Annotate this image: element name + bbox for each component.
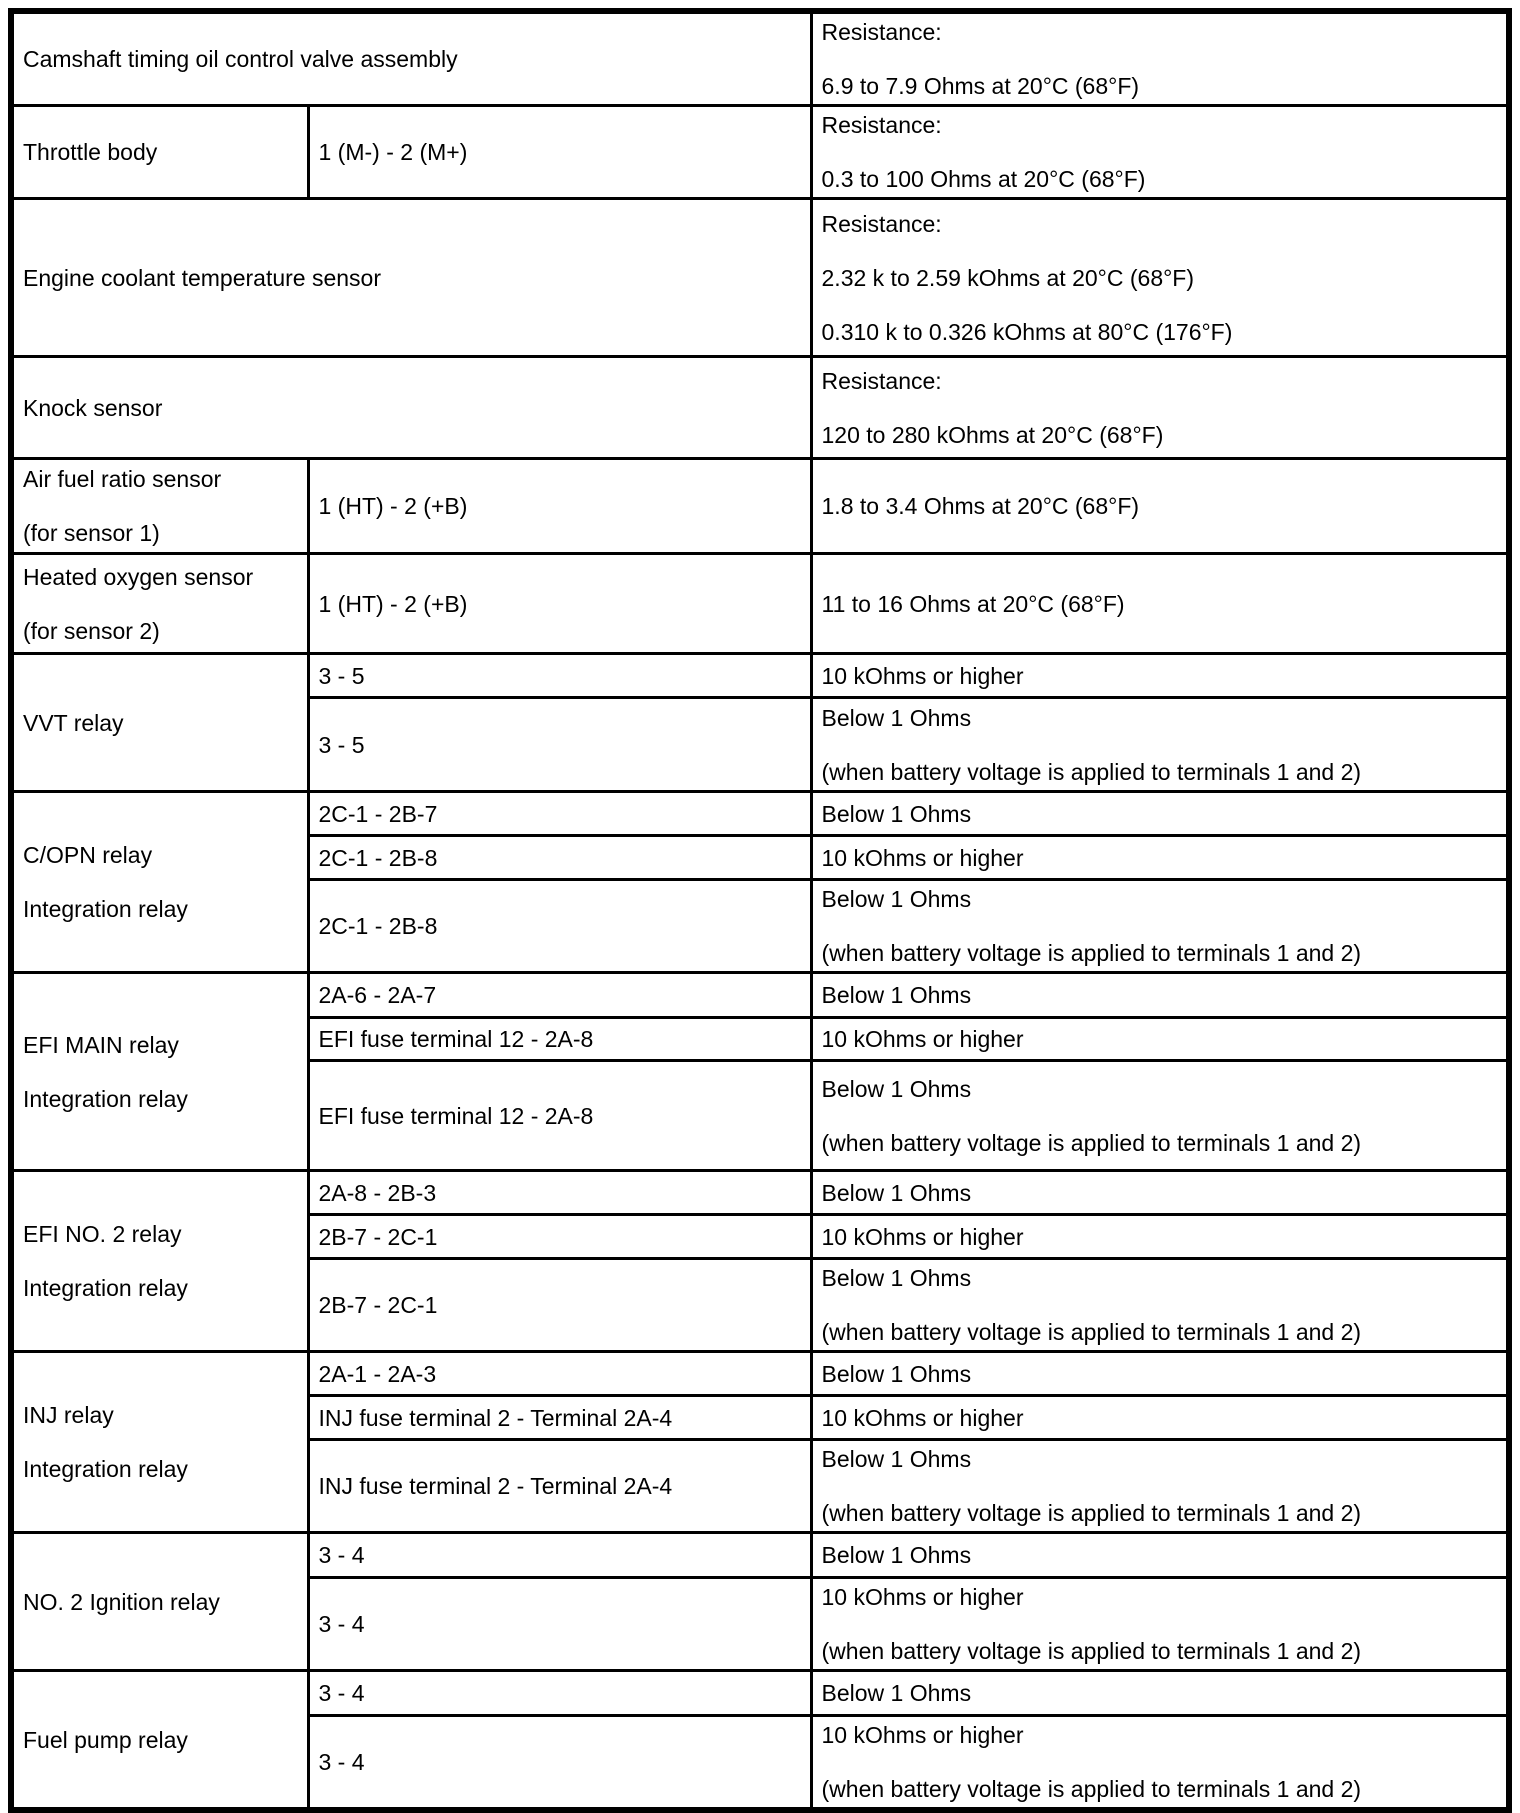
table-row xyxy=(11,199,1509,357)
device-label: Throttle body xyxy=(23,139,158,165)
table-row xyxy=(11,792,1509,836)
terminals-label: 3 - 4 xyxy=(318,1680,365,1706)
spec-cell xyxy=(811,973,1509,1018)
spec-cell xyxy=(811,1259,1509,1352)
terminals-cell xyxy=(308,836,811,880)
spec-line: 6.9 to 7.9 Ohms at 20°C (68°F) xyxy=(821,73,1140,99)
device-sublabel: (for sensor 2) xyxy=(23,617,160,644)
terminals-label: 1 (HT) - 2 (+B) xyxy=(318,493,468,519)
terminals-label: 2B-7 - 2C-1 xyxy=(318,1292,438,1318)
terminals-label: 1 (M-) - 2 (M+) xyxy=(318,139,468,165)
spec-line: Below 1 Ohms xyxy=(821,1542,972,1568)
table-row xyxy=(11,554,1509,654)
device-cell-vvt-relay xyxy=(11,654,308,792)
table-row xyxy=(11,654,1509,698)
spec-cell xyxy=(811,1716,1509,1811)
terminals-cell xyxy=(308,1061,811,1171)
spec-line: Resistance: xyxy=(821,210,942,237)
terminals-cell xyxy=(308,1352,811,1396)
spec-line: Resistance: xyxy=(821,19,942,45)
spec-cell xyxy=(811,1396,1509,1440)
spec-line: Below 1 Ohms xyxy=(821,982,972,1008)
spec-line: 120 to 280 kOhms at 20°C (68°F) xyxy=(821,421,1164,448)
spec-line: Resistance: xyxy=(821,112,942,138)
device-label: EFI NO. 2 relay xyxy=(23,1221,182,1247)
spec-line: (when battery voltage is applied to terminals 1 and 2) xyxy=(821,1638,1362,1664)
table-row xyxy=(11,106,1509,199)
terminals-cell xyxy=(308,792,811,836)
spec-cell xyxy=(811,554,1509,654)
spec-line: 2.32 k to 2.59 kOhms at 20°C (68°F) xyxy=(821,264,1195,291)
terminals-label: INJ fuse terminal 2 - Terminal 2A-4 xyxy=(318,1473,673,1499)
table-row xyxy=(11,1533,1509,1578)
spec-cell xyxy=(811,880,1509,973)
table-row xyxy=(11,1171,1509,1215)
device-cell-no2-ignition-relay xyxy=(11,1533,308,1671)
device-label: Air fuel ratio sensor xyxy=(23,466,222,492)
spec-line: (when battery voltage is applied to terminals 1 and 2) xyxy=(821,1129,1362,1156)
device-label: C/OPN relay xyxy=(23,842,153,868)
spec-line: 11 to 16 Ohms at 20°C (68°F) xyxy=(821,590,1125,617)
spec-line: 10 kOhms or higher xyxy=(821,1026,1024,1052)
spec-cell xyxy=(811,1018,1509,1061)
spec-line: 10 kOhms or higher xyxy=(821,1223,1024,1250)
spec-line: 0.310 k to 0.326 kOhms at 80°C (176°F) xyxy=(821,318,1233,345)
device-label: NO. 2 Ignition relay xyxy=(23,1588,220,1615)
terminals-cell xyxy=(308,1259,811,1352)
spec-line: 1.8 to 3.4 Ohms at 20°C (68°F) xyxy=(821,493,1140,519)
terminals-label: 3 - 5 xyxy=(318,731,365,758)
spec-line: Below 1 Ohms xyxy=(821,1360,972,1387)
spec-document xyxy=(8,8,1512,1813)
device-sublabel: (for sensor 1) xyxy=(23,520,160,546)
device-sublabel: Integration relay xyxy=(23,1085,188,1112)
spec-line: (when battery voltage is applied to terminals 1 and 2) xyxy=(821,1776,1362,1802)
device-label: Knock sensor xyxy=(23,394,163,421)
terminals-label: 3 - 5 xyxy=(318,662,365,689)
terminals-cell xyxy=(308,459,811,554)
spec-line: Below 1 Ohms xyxy=(821,886,972,912)
spec-cell xyxy=(811,1578,1509,1671)
device-label: VVT relay xyxy=(23,709,124,736)
terminals-label: 2A-6 - 2A-7 xyxy=(318,982,437,1008)
terminals-cell xyxy=(308,106,811,199)
spec-line: (when battery voltage is applied to terminals 1 and 2) xyxy=(821,758,1362,785)
terminals-cell xyxy=(308,1578,811,1671)
terminals-label: 3 - 4 xyxy=(318,1611,365,1637)
table-row xyxy=(11,459,1509,554)
terminals-cell xyxy=(308,554,811,654)
spec-line: Below 1 Ohms xyxy=(821,800,972,827)
device-label: EFI MAIN relay xyxy=(23,1031,179,1058)
spec-line: Below 1 Ohms xyxy=(821,1446,972,1472)
terminals-cell xyxy=(308,1215,811,1259)
terminals-cell xyxy=(308,654,811,698)
spec-cell xyxy=(811,1171,1509,1215)
spec-cell xyxy=(811,836,1509,880)
device-cell-copn-relay xyxy=(11,792,308,973)
spec-line: 0.3 to 100 Ohms at 20°C (68°F) xyxy=(821,166,1146,192)
spec-line: Resistance: xyxy=(821,367,942,394)
spec-cell xyxy=(811,1215,1509,1259)
terminals-label: 3 - 4 xyxy=(318,1749,365,1775)
spec-line: Below 1 Ohms xyxy=(821,704,972,731)
terminals-cell xyxy=(308,1396,811,1440)
terminals-cell xyxy=(308,1533,811,1578)
terminals-label: 2A-1 - 2A-3 xyxy=(318,1360,437,1387)
terminals-cell xyxy=(308,1716,811,1811)
table-row xyxy=(11,11,1509,106)
device-sublabel: Integration relay xyxy=(23,1275,188,1301)
device-sublabel: Integration relay xyxy=(23,1456,188,1482)
device-cell-efi-main-relay xyxy=(11,973,308,1171)
terminals-label: 3 - 4 xyxy=(318,1542,365,1568)
device-cell-throttle-body xyxy=(11,106,308,199)
spec-line: Below 1 Ohms xyxy=(821,1075,972,1102)
spec-cell xyxy=(811,106,1509,199)
device-label: Fuel pump relay xyxy=(23,1726,188,1753)
terminals-cell xyxy=(308,1440,811,1533)
device-sublabel: Integration relay xyxy=(23,896,188,922)
device-cell-inj-relay xyxy=(11,1352,308,1533)
spec-cell xyxy=(811,1440,1509,1533)
device-label: Engine coolant temperature sensor xyxy=(23,264,381,291)
table-row xyxy=(11,357,1509,459)
table-row xyxy=(11,1352,1509,1396)
spec-line: Below 1 Ohms xyxy=(821,1680,972,1706)
device-cell-fuel-pump-relay xyxy=(11,1671,308,1811)
device-cell-efi-no2-relay xyxy=(11,1171,308,1352)
table-row xyxy=(11,1671,1509,1716)
spec-line: (when battery voltage is applied to terminals 1 and 2) xyxy=(821,1319,1362,1345)
spec-cell xyxy=(811,459,1509,554)
terminals-label: 2A-8 - 2B-3 xyxy=(318,1179,437,1206)
spec-cell xyxy=(811,199,1509,357)
spec-line: 10 kOhms or higher xyxy=(821,1404,1024,1431)
terminals-label: INJ fuse terminal 2 - Terminal 2A-4 xyxy=(318,1404,673,1431)
terminals-label: EFI fuse terminal 12 - 2A-8 xyxy=(318,1102,594,1129)
spec-cell xyxy=(811,654,1509,698)
terminals-cell xyxy=(308,1671,811,1716)
spec-cell xyxy=(811,1671,1509,1716)
terminals-cell xyxy=(308,973,811,1018)
spec-cell xyxy=(811,1352,1509,1396)
spec-cell xyxy=(811,1061,1509,1171)
device-cell-knock-sensor xyxy=(11,357,811,459)
terminals-label: 1 (HT) - 2 (+B) xyxy=(318,590,468,617)
spec-line: Below 1 Ohms xyxy=(821,1179,972,1206)
device-cell-afr-sensor xyxy=(11,459,308,554)
terminals-label: 2B-7 - 2C-1 xyxy=(318,1223,438,1250)
spec-cell xyxy=(811,792,1509,836)
terminals-cell xyxy=(308,880,811,973)
device-cell-ect-sensor xyxy=(11,199,811,357)
spec-cell xyxy=(811,357,1509,459)
spec-line: 10 kOhms or higher xyxy=(821,844,1024,871)
terminals-label: EFI fuse terminal 12 - 2A-8 xyxy=(318,1026,594,1052)
spec-line: (when battery voltage is applied to terminals 1 and 2) xyxy=(821,1500,1362,1526)
spec-cell xyxy=(811,11,1509,106)
terminals-cell xyxy=(308,1018,811,1061)
terminals-label: 2C-1 - 2B-7 xyxy=(318,800,438,827)
spec-cell xyxy=(811,1533,1509,1578)
device-cell-camshaft-ocv xyxy=(11,11,811,106)
terminals-cell xyxy=(308,698,811,792)
spec-line: Below 1 Ohms xyxy=(821,1265,972,1291)
spec-line: 10 kOhms or higher xyxy=(821,662,1024,689)
spec-line: 10 kOhms or higher xyxy=(821,1584,1024,1610)
table-row xyxy=(11,973,1509,1018)
device-label: Heated oxygen sensor xyxy=(23,563,254,590)
spec-line: (when battery voltage is applied to terminals 1 and 2) xyxy=(821,940,1362,966)
device-label: Camshaft timing oil control valve assembly xyxy=(23,46,458,72)
terminals-label: 2C-1 - 2B-8 xyxy=(318,844,438,871)
specifications-table xyxy=(8,8,1512,1813)
spec-cell xyxy=(811,698,1509,792)
terminals-label: 2C-1 - 2B-8 xyxy=(318,913,438,939)
terminals-cell xyxy=(308,1171,811,1215)
device-label: INJ relay xyxy=(23,1402,114,1428)
device-cell-ho2-sensor xyxy=(11,554,308,654)
spec-line: 10 kOhms or higher xyxy=(821,1722,1024,1748)
